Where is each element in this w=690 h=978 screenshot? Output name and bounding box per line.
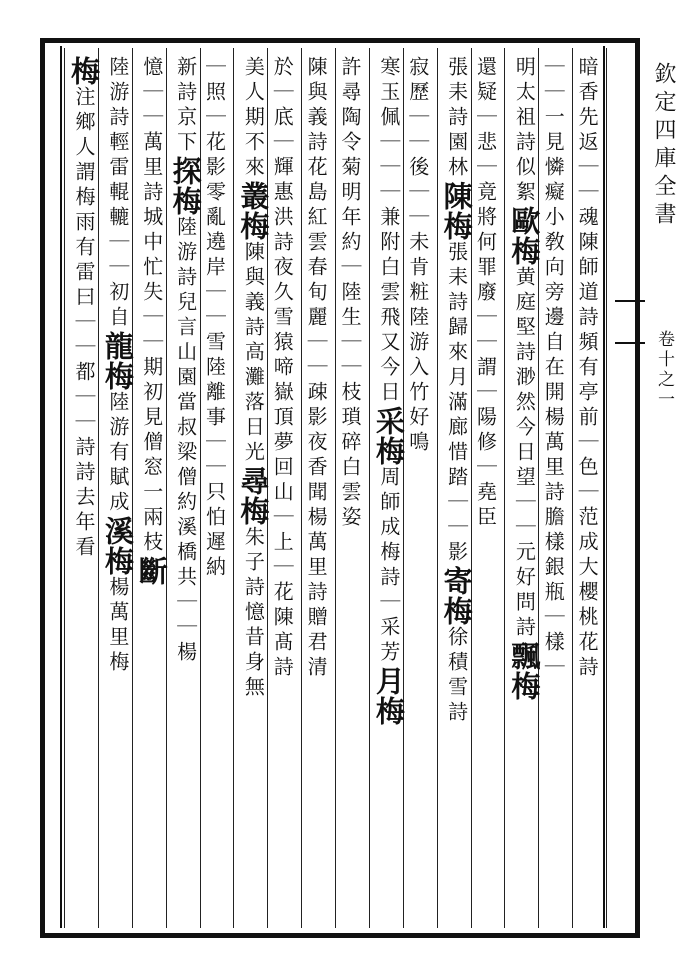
annotation-text: 美人期不來 [241,56,266,181]
column-rule [301,48,302,928]
book-title: 欽定四庫全書 [651,62,676,230]
text-column [270,56,295,926]
annotation-text: 入竹好鳴 [405,356,430,456]
column-rule [166,48,167,928]
entry-heading: 月梅 [371,666,406,726]
annotation-text: 注鄉人謂梅雨有雷曰｜｜ [71,86,96,361]
annotation-text: 陳與義詩高灘落日光 [241,241,266,466]
annotation-text: 寂歷｜｜後 [405,56,430,181]
text-column [100,56,135,926]
column-rule [233,48,234,928]
column-rule [403,48,404,928]
column-rule [572,48,573,928]
annotation-text: 還疑｜悲｜ [473,56,498,181]
annotation-text: 零亂遶岸｜｜雪陸離 [202,181,227,406]
text-column [541,56,566,926]
text-column [168,56,203,926]
text-column [202,56,227,926]
annotation-text: ｜照｜花影 [202,56,227,181]
volume-label: 卷十之一 [654,330,674,410]
annotation-text: ｜｜魂陳師道詩頻有亭前｜色｜范成大櫻 [575,156,600,606]
text-column [337,56,362,926]
column-rule [64,48,65,928]
column-rule [538,48,539,928]
column-rule [335,48,336,928]
annotation-text: 許尋陶令菊明年約｜陸生｜ [337,56,362,356]
text-column [575,56,600,926]
fish-tail-ornament [615,300,645,344]
text-column [134,56,169,926]
annotation-text: 陳與義詩花島紅雲春旬麗｜｜疎影夜香聞楊萬里詩贈君清 [304,56,329,681]
entry-heading: 寄梅 [439,566,474,626]
annotation-text: 新詩京下 [173,56,198,156]
annotation-text: 詩去年看 [71,461,96,561]
annotation-text: 黄庭堅詩渺然今日望｜｜元好問詩 [512,266,537,641]
entry-heading: 采梅 [371,406,406,466]
annotation-text: 憶｜｜ [139,56,164,131]
annotation-text: 陸游有賦成 [105,391,130,516]
annotation-text: 暗香先返 [575,56,600,156]
text-column [236,56,271,926]
column-rule [504,48,505,928]
entry-heading: 尋梅 [236,466,271,526]
annotation-text: 徐積雪詩 [444,626,469,726]
entry-heading: 歐梅 [507,206,542,266]
annotation-text: 陸游詩輕雷輥轆｜｜初自 [105,56,130,331]
text-column [473,56,498,926]
column-rule [369,48,370,928]
annotation-text: 朱子詩憶昔身無 [241,526,266,701]
annotation-text: 都｜｜詩 [71,361,96,461]
annotation-text: ｜｜未肯粧陸游 [405,181,430,356]
column-rule [98,48,99,928]
annotation-text: 於｜底｜輝惠洪詩夜久雪猿啼嶽頂夢回山｜上｜花陳髙詩 [270,56,295,681]
column-rule [606,48,607,928]
entry-heading: 溪梅 [100,516,135,576]
annotation-text: ｜枝瑣碎白雲姿 [337,356,362,531]
annotation-text: 萬里詩城中忙失｜｜期初見僧窓一兩枝 [139,131,164,556]
column-rule [437,48,438,928]
text-column [304,56,329,926]
annotation-text: 陸游詩兒言山園當叔梁僧約溪橋共｜｜楊 [173,216,198,666]
annotation-text: 張耒詩園林 [444,56,469,181]
text-column [439,56,474,926]
annotation-text: 事｜｜只怕遲納 [202,406,227,581]
entry-heading: 叢梅 [236,181,271,241]
annotation-text: 楊萬里梅 [105,576,130,676]
column-rule [132,48,133,928]
entry-heading: 龍梅 [100,331,135,391]
column-rule [471,48,472,928]
annotation-text: 寒玉佩｜｜｜兼附白雲飛又今日 [376,56,401,406]
entry-heading: 斷 [134,556,169,586]
text-column [66,56,101,926]
entry-heading: 探梅 [168,156,203,216]
text-column [371,56,406,926]
entry-heading: 陳梅 [439,181,474,241]
text-column [507,56,542,926]
entry-heading: 飄梅 [507,641,542,701]
entry-heading: 梅 [66,56,101,86]
annotation-text: 竟將何罪廢｜｜謂｜陽修｜堯臣 [473,181,498,531]
annotation-text: 周師成梅詩｜采芳 [376,466,401,666]
annotation-text: ｜｜一見憐癡小敎向旁邊自在開楊萬里詩膽樣銀瓶｜樣｜ [541,56,566,681]
annotation-text: 張耒詩歸來月滿廊惜踏｜｜影 [444,241,469,566]
text-column [405,56,430,926]
annotation-text: 明太祖詩似絮 [512,56,537,206]
annotation-text: 桃花詩 [575,606,600,681]
